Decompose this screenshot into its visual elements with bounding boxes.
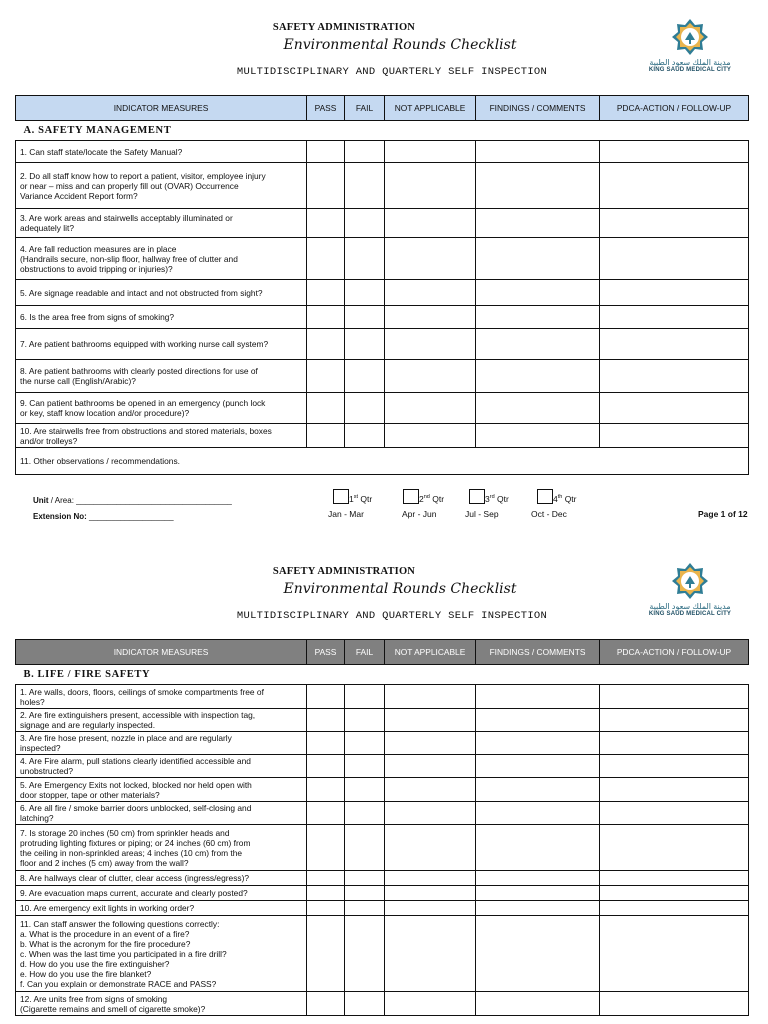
- question-text: 10. Are stairwells free from obstructions and stored materials, boxes and/or trolleys?: [16, 424, 307, 448]
- na-cell[interactable]: [385, 306, 476, 329]
- pdca-cell[interactable]: [600, 329, 749, 360]
- na-cell[interactable]: [385, 732, 476, 755]
- pass-cell[interactable]: [307, 685, 345, 709]
- fail-cell[interactable]: [345, 755, 385, 778]
- findings-cell[interactable]: [476, 209, 600, 238]
- na-cell[interactable]: [385, 238, 476, 280]
- question-text: 2. Do all staff know how to report a patient, visitor, employee injury or near – miss and can properly fill out (OVAR) Occurrence Variance Accident Report form?: [16, 163, 307, 209]
- na-cell[interactable]: [385, 916, 476, 992]
- pdca-cell[interactable]: [600, 755, 749, 778]
- pass-cell[interactable]: [307, 886, 345, 901]
- col-pdca: PDCA-ACTION / FOLLOW-UP: [600, 640, 749, 665]
- page-title: SAFETY ADMINISTRATION: [272, 22, 416, 33]
- fail-cell[interactable]: [345, 886, 385, 901]
- pass-cell[interactable]: [307, 209, 345, 238]
- table-row: [16, 238, 749, 280]
- question-text: 5. Are signage readable and intact and not obstructed from sight?: [16, 280, 307, 306]
- question-text: 7. Are patient bathrooms equipped with working nurse call system?: [16, 329, 307, 360]
- pass-cell[interactable]: [307, 360, 345, 393]
- pass-cell[interactable]: [307, 755, 345, 778]
- pass-cell[interactable]: [307, 992, 345, 1016]
- table-row: [16, 732, 749, 755]
- pdca-cell[interactable]: [600, 141, 749, 163]
- na-cell[interactable]: [385, 141, 476, 163]
- table-row: [16, 992, 749, 1016]
- pass-cell[interactable]: [307, 732, 345, 755]
- fail-cell[interactable]: [345, 901, 385, 916]
- findings-cell[interactable]: [476, 886, 600, 901]
- question-text: 9. Are evacuation maps current, accurate and clearly posted?: [16, 886, 307, 901]
- na-cell[interactable]: [385, 709, 476, 732]
- pass-cell[interactable]: [307, 871, 345, 886]
- question-text: 6. Is the area free from signs of smoking?: [16, 306, 307, 329]
- quarter-2-checkbox[interactable]: 2nd Qtr: [403, 489, 444, 504]
- pdca-cell[interactable]: [600, 424, 749, 448]
- table-row: [16, 424, 749, 448]
- findings-cell[interactable]: [476, 755, 600, 778]
- na-cell[interactable]: [385, 802, 476, 825]
- observations-text[interactable]: 11. Other observations / recommendations.: [16, 448, 749, 475]
- findings-cell[interactable]: [476, 825, 600, 871]
- col-fail: FAIL: [345, 640, 385, 665]
- findings-cell[interactable]: [476, 685, 600, 709]
- na-cell[interactable]: [385, 755, 476, 778]
- pdca-cell[interactable]: [600, 306, 749, 329]
- findings-cell[interactable]: [476, 238, 600, 280]
- fail-cell[interactable]: [345, 329, 385, 360]
- table-row: [16, 393, 749, 424]
- findings-cell[interactable]: [476, 802, 600, 825]
- na-cell[interactable]: [385, 992, 476, 1016]
- checklist-table-safety-management: [15, 95, 749, 475]
- checklist-subtitle: Environmental Rounds Checklist: [283, 37, 517, 53]
- quarter-1-range: Jan - Mar: [328, 509, 364, 519]
- question-text: 2. Are fire extinguishers present, accessible with inspection tag, signage and are regularly inspected.: [16, 709, 307, 732]
- fail-cell[interactable]: [345, 709, 385, 732]
- quarter-2-range: Apr - Jun: [402, 509, 437, 519]
- pass-cell[interactable]: [307, 901, 345, 916]
- page-title: SAFETY ADMINISTRATION: [272, 566, 416, 577]
- na-cell[interactable]: [385, 886, 476, 901]
- col-indicator: INDICATOR MEASURES: [16, 96, 307, 121]
- findings-cell[interactable]: [476, 871, 600, 886]
- table-row: [16, 901, 749, 916]
- checklist-subtitle: Environmental Rounds Checklist: [283, 581, 517, 597]
- question-text: 8. Are patient bathrooms with clearly posted directions for use of the nurse call (English/Arabic)?: [16, 360, 307, 393]
- findings-cell[interactable]: [476, 732, 600, 755]
- fail-cell[interactable]: [345, 209, 385, 238]
- observations-row: [16, 448, 749, 475]
- unit-area-field[interactable]: Unit / Area: ___________________________________: [33, 496, 232, 505]
- findings-cell[interactable]: [476, 163, 600, 209]
- pass-cell[interactable]: [307, 709, 345, 732]
- table-row: [16, 163, 749, 209]
- findings-cell[interactable]: [476, 393, 600, 424]
- findings-cell[interactable]: [476, 306, 600, 329]
- table-row: [16, 916, 749, 992]
- table-row: [16, 778, 749, 802]
- col-findings: FINDINGS / COMMENTS: [476, 640, 600, 665]
- question-text: 9. Can patient bathrooms be opened in an emergency (punch lock or key, staff know location and/or procedure)?: [16, 393, 307, 424]
- na-cell[interactable]: [385, 393, 476, 424]
- fail-cell[interactable]: [345, 393, 385, 424]
- extension-field[interactable]: Extension No: ___________________: [33, 512, 174, 521]
- table-row: [16, 802, 749, 825]
- quarter-4-range: Oct - Dec: [531, 509, 567, 519]
- question-text: 1. Are walls, doors, floors, ceilings of smoke compartments free of holes?: [16, 685, 307, 709]
- emblem-icon: [671, 562, 709, 600]
- fail-cell[interactable]: [345, 916, 385, 992]
- table-row: [16, 360, 749, 393]
- table-row: [16, 871, 749, 886]
- question-text: 5. Are Emergency Exits not locked, blocked nor held open with door stopper, tape or other materials?: [16, 778, 307, 802]
- pass-cell[interactable]: [307, 163, 345, 209]
- question-text: 4. Are fall reduction measures are in place (Handrails secure, non-slip floor, hallway free of clutter and obstructions to avoid tripping or injuries)?: [16, 238, 307, 280]
- na-cell[interactable]: [385, 209, 476, 238]
- quarter-4-checkbox[interactable]: 4th Qtr: [537, 489, 577, 504]
- table-row: [16, 280, 749, 306]
- na-cell[interactable]: [385, 825, 476, 871]
- logo-english-text: KING SAUD MEDICAL CITY: [648, 67, 732, 73]
- fail-cell[interactable]: [345, 360, 385, 393]
- page-number: Page 1 of 12: [698, 509, 748, 519]
- findings-cell[interactable]: [476, 901, 600, 916]
- fail-cell[interactable]: [345, 871, 385, 886]
- na-cell[interactable]: [385, 360, 476, 393]
- pdca-cell[interactable]: [600, 992, 749, 1016]
- pdca-cell[interactable]: [600, 280, 749, 306]
- table-row: [16, 886, 749, 901]
- pdca-cell[interactable]: [600, 871, 749, 886]
- pdca-cell[interactable]: [600, 732, 749, 755]
- question-text: 8. Are hallways clear of clutter, clear access (ingress/egress)?: [16, 871, 307, 886]
- logo-arabic-text: مدينة الملك سعود الطبية: [649, 602, 731, 611]
- fail-cell[interactable]: [345, 992, 385, 1016]
- col-fail: FAIL: [345, 96, 385, 121]
- pass-cell[interactable]: [307, 393, 345, 424]
- pass-cell[interactable]: [307, 238, 345, 280]
- pdca-cell[interactable]: [600, 238, 749, 280]
- na-cell[interactable]: [385, 685, 476, 709]
- pdca-cell[interactable]: [600, 901, 749, 916]
- col-not-applicable: NOT APPLICABLE: [385, 640, 476, 665]
- quarter-1-checkbox[interactable]: 1st Qtr: [333, 489, 372, 504]
- inspection-type: MULTIDISCIPLINARY AND QUARTERLY SELF INSPECTION: [236, 610, 548, 622]
- pdca-cell[interactable]: [600, 916, 749, 992]
- findings-cell[interactable]: [476, 992, 600, 1016]
- hospital-logo: [645, 18, 735, 74]
- logo-english-text: KING SAUD MEDICAL CITY: [648, 611, 732, 617]
- pdca-cell[interactable]: [600, 393, 749, 424]
- na-cell[interactable]: [385, 329, 476, 360]
- pass-cell[interactable]: [307, 329, 345, 360]
- hospital-logo: [645, 562, 735, 618]
- findings-cell[interactable]: [476, 329, 600, 360]
- question-text: 7. Is storage 20 inches (50 cm) from sprinkler heads and protruding lighting fixtures or piping; or 24 inches (60 cm) from the ceiling in non-sprinkled areas; 4 inches (10 cm) from the floor and 2 inches (5 cm) away from the wall?: [16, 825, 307, 871]
- na-cell[interactable]: [385, 163, 476, 209]
- findings-cell[interactable]: [476, 916, 600, 992]
- fail-cell[interactable]: [345, 685, 385, 709]
- emblem-icon: [671, 18, 709, 56]
- pdca-cell[interactable]: [600, 886, 749, 901]
- findings-cell[interactable]: [476, 709, 600, 732]
- checklist-page-2: [0, 544, 768, 1024]
- quarter-3-range: Jul - Sep: [465, 509, 499, 519]
- col-pass: PASS: [307, 640, 345, 665]
- section-heading: A. SAFETY MANAGEMENT: [16, 121, 749, 141]
- question-text: 12. Are units free from signs of smoking (Cigarette remains and smell of cigarette smoke)?: [16, 992, 307, 1016]
- pass-cell[interactable]: [307, 424, 345, 448]
- pass-cell[interactable]: [307, 778, 345, 802]
- findings-cell[interactable]: [476, 280, 600, 306]
- findings-cell[interactable]: [476, 778, 600, 802]
- table-row: [16, 755, 749, 778]
- pass-cell[interactable]: [307, 825, 345, 871]
- na-cell[interactable]: [385, 901, 476, 916]
- fail-cell[interactable]: [345, 424, 385, 448]
- quarter-3-checkbox[interactable]: 3rd Qtr: [469, 489, 509, 504]
- pass-cell[interactable]: [307, 141, 345, 163]
- col-indicator: INDICATOR MEASURES: [16, 640, 307, 665]
- question-text: 4. Are Fire alarm, pull stations clearly identified accessible and unobstructed?: [16, 755, 307, 778]
- question-text: 10. Are emergency exit lights in working order?: [16, 901, 307, 916]
- findings-cell[interactable]: [476, 360, 600, 393]
- question-text: 3. Are fire hose present, nozzle in place and are regularly inspected?: [16, 732, 307, 755]
- pass-cell[interactable]: [307, 802, 345, 825]
- question-text: 1. Can staff state/locate the Safety Manual?: [16, 141, 307, 163]
- table-row: [16, 825, 749, 871]
- pass-cell[interactable]: [307, 306, 345, 329]
- na-cell[interactable]: [385, 280, 476, 306]
- fail-cell[interactable]: [345, 825, 385, 871]
- table-row: [16, 209, 749, 238]
- fail-cell[interactable]: [345, 280, 385, 306]
- table-row: [16, 709, 749, 732]
- pdca-cell[interactable]: [600, 825, 749, 871]
- fail-cell[interactable]: [345, 778, 385, 802]
- pdca-cell[interactable]: [600, 802, 749, 825]
- logo-arabic-text: مدينة الملك سعود الطبية: [649, 58, 731, 67]
- findings-cell[interactable]: [476, 424, 600, 448]
- fail-cell[interactable]: [345, 802, 385, 825]
- na-cell[interactable]: [385, 778, 476, 802]
- table-row: [16, 306, 749, 329]
- pass-cell[interactable]: [307, 280, 345, 306]
- inspection-type: MULTIDISCIPLINARY AND QUARTERLY SELF INSPECTION: [236, 66, 548, 78]
- na-cell[interactable]: [385, 871, 476, 886]
- pdca-cell[interactable]: [600, 709, 749, 732]
- pdca-cell[interactable]: [600, 685, 749, 709]
- col-not-applicable: NOT APPLICABLE: [385, 96, 476, 121]
- section-heading: B. LIFE / FIRE SAFETY: [16, 665, 749, 685]
- fail-cell[interactable]: [345, 141, 385, 163]
- table-row: [16, 141, 749, 163]
- fail-cell[interactable]: [345, 306, 385, 329]
- checklist-table-life-fire-safety: [15, 639, 749, 1016]
- fail-cell[interactable]: [345, 732, 385, 755]
- pdca-cell[interactable]: [600, 209, 749, 238]
- table-row: [16, 329, 749, 360]
- question-text: 11. Can staff answer the following questions correctly: a. What is the procedure in an event of a fire? b. What is the acronym for the fire procedure? c. When was the last time you participated in a fire drill? d. How do you use the fire extinguisher? e. How do you use the fire blanket? f. Can you explain or demonstrate RACE and PASS?: [16, 916, 307, 992]
- fail-cell[interactable]: [345, 163, 385, 209]
- pdca-cell[interactable]: [600, 360, 749, 393]
- question-text: 3. Are work areas and stairwells acceptably illuminated or adequately lit?: [16, 209, 307, 238]
- pass-cell[interactable]: [307, 916, 345, 992]
- fail-cell[interactable]: [345, 238, 385, 280]
- table-row: [16, 685, 749, 709]
- pdca-cell[interactable]: [600, 163, 749, 209]
- question-text: 6. Are all fire / smoke barrier doors unblocked, self-closing and latching?: [16, 802, 307, 825]
- col-pdca: PDCA-ACTION / FOLLOW-UP: [600, 96, 749, 121]
- pdca-cell[interactable]: [600, 778, 749, 802]
- col-pass: PASS: [307, 96, 345, 121]
- na-cell[interactable]: [385, 424, 476, 448]
- col-findings: FINDINGS / COMMENTS: [476, 96, 600, 121]
- findings-cell[interactable]: [476, 141, 600, 163]
